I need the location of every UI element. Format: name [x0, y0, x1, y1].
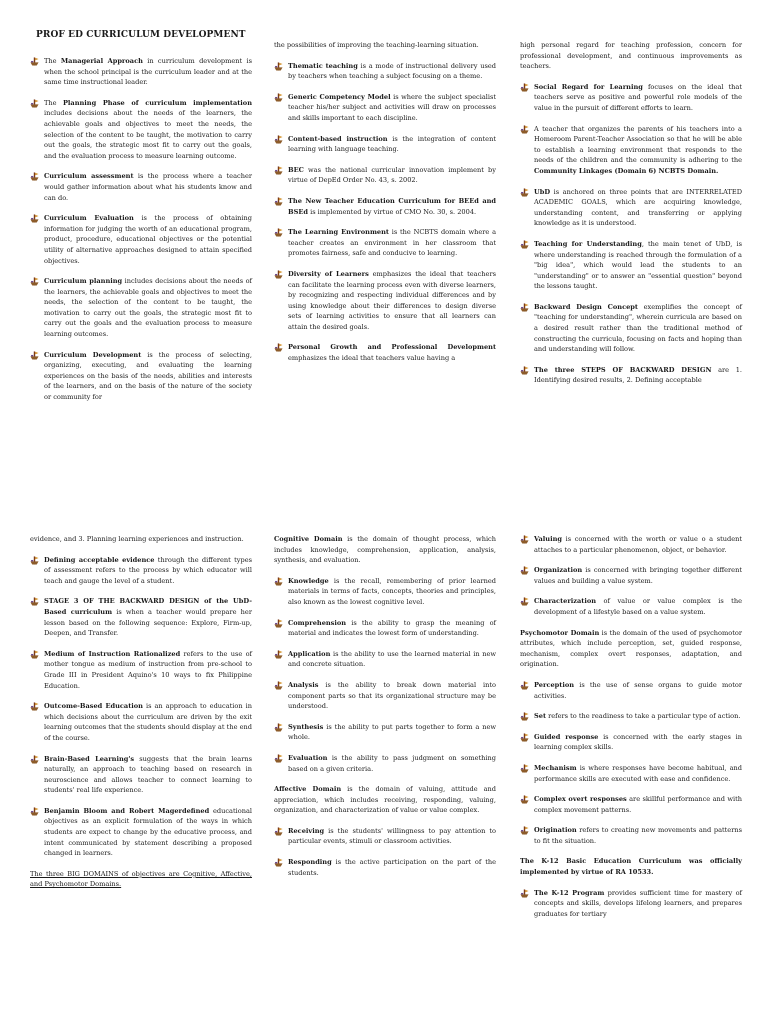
bullet-icon	[520, 733, 529, 742]
list-item	[520, 302, 742, 355]
column-1	[30, 56, 252, 413]
list-item	[274, 227, 496, 259]
term-text: Managerial Approach	[60, 57, 143, 65]
list-item	[30, 56, 252, 88]
bullet-icon	[30, 172, 39, 181]
term-text: The Learning Environment	[288, 228, 389, 237]
body-text: is the domain of valuing, attitude and appreciation, which includes receiving, responding, valuing, organization, and characterization of value or value complex.	[274, 785, 496, 815]
body-text: is anchored on three points that are INTERRELATED ACADEMIC GOALS, which are acquiring knowledge, understanding content, and transferring or applying knowledge as it is understood.	[534, 187, 742, 228]
bullet-icon	[274, 166, 283, 175]
bullet-icon	[30, 597, 39, 606]
body-text: is the use of sense organs to guide motor activities.	[534, 680, 742, 700]
body-text: The three BIG DOMAINS of objectives are Cognitive, Affective, and Psychomotor Domains.	[30, 869, 252, 889]
bullet-icon	[274, 650, 283, 659]
body-text: the possibilities of improving the teaching-learning situation.	[274, 41, 479, 49]
body-text: is the ability to put parts together to form a new whole.	[288, 722, 496, 742]
body-text: emphasizes the ideal that teachers can facilitate the learning process even with diverse learners, by recognizing and respecting individual differences and by using knowledge about their differences to design diverse sets of learning activities to ensure that all learners can attain the desired goals.	[288, 269, 496, 331]
bullet-icon	[30, 702, 39, 711]
term-text: Synthesis	[288, 722, 324, 731]
list-item	[30, 596, 252, 638]
list-item	[520, 596, 742, 617]
body-text: is the domain of thought process, which includes knowledge, comprehension, application, analysis, synthesis, and evaluation.	[274, 535, 497, 565]
term-text: Guided response	[534, 732, 599, 741]
bullet-icon	[274, 754, 283, 763]
term-text: The K-12 Basic Education Curriculum was officially implemented by virtue of RA 10533.	[520, 857, 742, 877]
list-item	[30, 98, 252, 162]
body-text: is the ability to grasp the meaning of material and indicates the lowest form of understanding.	[288, 618, 496, 638]
term-text: Content-based instruction	[288, 134, 388, 143]
list-item	[274, 269, 496, 333]
body-text: focuses on the ideal that teachers serve as positive and powerful role models of the value in the pursuit of different efforts to learn.	[534, 82, 742, 112]
list-item	[274, 342, 496, 363]
term-text: Mechanism	[534, 763, 577, 772]
body-text: is where the subject specialist teacher his/her subject and activities will draw on processes and skills important to each discipline.	[288, 92, 497, 122]
list-item	[30, 701, 252, 743]
bullet-icon	[274, 619, 283, 628]
term-text: Curriculum Development	[44, 350, 142, 359]
term-text: Benjamin Bloom and Robert Magerdefined	[44, 806, 210, 815]
bullet-icon	[274, 93, 283, 102]
page-1	[0, 24, 768, 524]
term-text: Teaching for Understanding	[534, 239, 642, 248]
column-1	[30, 534, 252, 900]
column-2	[274, 40, 496, 374]
list-item	[274, 722, 496, 743]
list-item	[30, 213, 252, 266]
term-text: Knowledge	[288, 576, 329, 585]
bullet-icon	[520, 889, 529, 898]
list-item	[274, 196, 496, 217]
body-text: exemplifies the concept of "teaching for understanding", wherein curricula are based on a desired result rather than the traditional method of constructing the curricula, focusing on facts and hoping than and understanding will follow.	[534, 302, 742, 354]
body-text: is implemented by virtue of CMO No. 30, s. 2004.	[307, 207, 477, 216]
body-text: is the process where a teacher would gather information about what his students know and can do.	[44, 172, 252, 202]
bullet-icon	[30, 351, 39, 360]
term-text: Psychomotor Domain	[520, 628, 600, 637]
body-text: The	[44, 98, 63, 107]
term-text: Set	[534, 712, 547, 721]
body-text: is the ability to use the learned material in new and concrete situation.	[288, 649, 496, 669]
bullet-icon	[274, 577, 283, 586]
body-text: suggests that the brain learns naturally, an approach to teaching based on research in neuroscience and allows teacher to connect learning to students' real life experience.	[44, 754, 252, 795]
bullet-icon	[520, 566, 529, 575]
bullet-icon	[274, 270, 283, 279]
paragraph	[520, 40, 742, 72]
bullet-icon	[274, 228, 283, 237]
term-text: Community Linkages (Domain 6) NCBTS Domain.	[534, 166, 719, 175]
bullet-icon	[274, 62, 283, 71]
term-text: The three STEPS OF BACKWARD DESIGN	[534, 365, 712, 374]
bullet-icon	[520, 240, 529, 249]
bullet-icon	[30, 650, 39, 659]
body-text: is the process of selecting, organizing, executing, and evaluating the learning experiences on the basis of the needs, abilities and interests of the learners, and on the basis of the nature of the society or community for	[44, 350, 252, 402]
term-text: STAGE 3 OF THE BACKWARD DESIGN of the UbD-Based curriculum	[44, 597, 252, 616]
list-item	[30, 350, 252, 403]
body-text: is concerned with the early stages in learning complex skills.	[534, 732, 742, 752]
bullet-icon	[520, 712, 529, 721]
term-text: BEC	[288, 165, 304, 174]
bullet-icon	[274, 723, 283, 732]
paragraph	[30, 534, 252, 545]
bullet-icon	[520, 597, 529, 606]
term-text: Responding	[288, 858, 332, 867]
list-item	[30, 754, 252, 796]
bullet-icon	[520, 366, 529, 375]
column-3	[520, 40, 742, 396]
term-text: Diversity of Learners	[288, 269, 369, 278]
body-text: provides sufficient time for mastery of concepts and skills, develops lifelong learners, and prepares graduates for tertiary	[534, 888, 742, 918]
term-text: Curriculum Evaluation	[44, 214, 134, 223]
term-text: Cognitive Domain	[274, 535, 343, 543]
list-item	[520, 82, 742, 114]
list-item	[274, 618, 496, 639]
body-text: high personal regard for teaching profession, concern for professional development, and continuous improvements as teachers.	[520, 41, 742, 71]
column-2	[274, 534, 496, 888]
list-item	[520, 680, 742, 701]
bullet-icon	[30, 755, 39, 764]
term-text: Social Regard for Learning	[534, 82, 643, 91]
bullet-icon	[274, 343, 283, 352]
term-text: Affective Domain	[274, 785, 342, 794]
body-text: refers to the readiness to take a particular type of action.	[546, 712, 741, 721]
body-text: are skillful performance and with complex movement patterns.	[534, 795, 742, 814]
body-text: is a mode of instructional delivery used by teachers when teaching a subject focusing on a theme.	[288, 61, 496, 81]
body-text: in curriculum development is when the school principal is the curriculum leader and at the same time instructional leader.	[44, 57, 252, 87]
document-title: PROF ED CURRICULUM DEVELOPMENT	[36, 30, 246, 40]
term-text: Outcome-Based Education	[44, 702, 143, 711]
list-item	[520, 239, 742, 292]
list-item	[274, 753, 496, 774]
list-item	[274, 165, 496, 186]
list-item	[274, 92, 496, 124]
paragraph	[274, 40, 496, 51]
list-item	[30, 555, 252, 587]
term-text: Organization	[534, 566, 583, 575]
body-text: refers to creating new movements and patterns to fit the situation.	[534, 826, 742, 845]
body-text: includes decisions about the needs of the learners, the achievable goals and objectives to meet the needs, the selection of the content to be taught, the motivation to carry out the goals, the strategic most fit to carry out the goals and the evaluation process to measure learning outcomes.	[44, 277, 252, 339]
list-item	[520, 794, 742, 815]
list-item	[520, 732, 742, 753]
body-text: evidence, and 3. Planning learning experiences and instruction.	[30, 535, 244, 543]
body-text: is the active participation on the part of the students.	[288, 858, 496, 877]
body-text: is the NCBTS domain where a teacher creates an environment in her classroom that promotes fairness, safe and conducive to learning.	[288, 228, 496, 258]
term-text: Generic Competency Model	[288, 92, 391, 101]
paragraph	[274, 784, 496, 816]
bullet-icon	[274, 135, 283, 144]
bullet-icon	[520, 125, 529, 134]
body-text: is when a teacher would prepare her lesson based on the following sequence: Explore, Firm-up, Deepen, and Transfer.	[44, 607, 252, 638]
list-item	[520, 711, 742, 722]
term-text: Medium of Instruction Rationalized	[44, 649, 181, 658]
list-item	[520, 124, 742, 177]
term-text: UbD	[534, 187, 551, 196]
list-item	[30, 806, 252, 859]
column-3	[520, 534, 742, 929]
list-item	[274, 649, 496, 670]
body-text: is the students' willingness to pay attention to particular events, stimuli or classroom activities.	[288, 826, 496, 846]
body-text: are 1. Identifying desired results, 2. Defining acceptable	[534, 365, 742, 385]
list-item	[30, 649, 252, 691]
list-item	[520, 534, 742, 555]
body-text: is the recall, remembering of prior learned materials in terms of facts, concepts, theories and principles, also known as the lowest cognitive level.	[288, 576, 496, 606]
term-text: Curriculum planning	[44, 277, 123, 286]
body-text: refers to the use of mother tongue as medium of instruction from pre-school to Grade III in President Aquino's 10 ways to fix Philippine Education.	[44, 649, 252, 690]
body-text: was the national curricular innovation implement by virtue of DepEd Order No. 43, s. 2002.	[288, 165, 496, 185]
bullet-icon	[520, 826, 529, 835]
bullet-icon	[520, 83, 529, 92]
body-text: includes decisions about the needs of the learners, the achievable goals and objectives to meet the needs, the selection of the content to be taught, the motivation to carry out the goals, the strategic most fit to carry out the goals, and the evaluation process to measure learning outcome.	[44, 109, 252, 160]
body-text: is the integration of content learning with language teaching.	[288, 134, 496, 154]
term-text: Comprehension	[288, 618, 347, 627]
page-2	[0, 528, 768, 1028]
list-item	[274, 61, 496, 82]
term-text: Evaluation	[288, 753, 328, 762]
bullet-icon	[274, 197, 283, 206]
bullet-icon	[274, 858, 283, 867]
term-text: Analysis	[288, 680, 319, 689]
bullet-icon	[30, 807, 39, 816]
body-text: is where responses have become habitual, and performance skills are executed with ease and confidence.	[534, 763, 742, 783]
term-text: Brain-Based Learning's	[44, 754, 135, 763]
bullet-icon	[520, 303, 529, 312]
list-item	[520, 565, 742, 586]
term-text: Complex overt responses	[534, 795, 627, 804]
paragraph	[30, 869, 252, 890]
list-item	[520, 365, 742, 386]
body-text: of value or value complex is the development of a lifestyle based on a value system.	[534, 597, 742, 616]
term-text: The K-12 Program	[534, 888, 605, 897]
body-text: through the different types of assessment refers to the process by which educator will teach and gauge the level of a student.	[44, 555, 252, 585]
bullet-icon	[520, 681, 529, 690]
term-text: Valuing	[534, 535, 562, 543]
list-item	[30, 276, 252, 340]
bullet-icon	[520, 795, 529, 804]
bullet-icon	[520, 535, 529, 544]
term-text: Defining acceptable evidence	[44, 555, 155, 564]
body-text: is concerned with the worth or value o a student attaches to a particular phenomenon, object, or behavior.	[534, 535, 742, 554]
term-text: Perception	[534, 680, 575, 689]
body-text: , the main tenet of UbD, is where understanding is reached through the formulation of a "big idea", which would lead the students to an "understanding" or to answer an "essential question" beyond the lessons taught.	[534, 239, 742, 291]
body-text: educational objectives as an explicit formulation of the ways in which students are expect to change by the educative process, and intent communicated by statement describing a proposed changed in learners.	[44, 806, 252, 858]
term-text: The New Teacher Education Curriculum for BEEd and BSEd	[288, 196, 496, 216]
term-text: Receiving	[288, 826, 325, 835]
paragraph	[520, 628, 742, 670]
term-text: Curriculum assessment	[44, 172, 134, 181]
bullet-icon	[520, 764, 529, 773]
term-text: Origination	[534, 826, 577, 835]
list-item	[274, 857, 496, 878]
body-text: is the process of obtaining information for judging the worth of an educational program, product, procedure, educational objectives or the potential utility of alternative approaches designed to attain specified objectives.	[44, 214, 252, 265]
list-item	[274, 680, 496, 712]
bullet-icon	[274, 827, 283, 836]
list-item	[520, 763, 742, 784]
body-text: A teacher that organizes the parents of his teachers into a Homeroom Parent-Teacher Association so that he will be able to establish a learning environment that responds to the needs of the children and the community is adhering to the	[534, 124, 742, 165]
body-text: is the ability to pass judgment on something based on a given criteria.	[288, 753, 496, 773]
body-text: The	[44, 57, 61, 65]
term-text: Backward Design Concept	[534, 302, 638, 311]
term-text: Thematic teaching	[288, 61, 358, 70]
term-text: Personal Growth and Professional Development	[288, 343, 496, 352]
bullet-icon	[520, 188, 529, 197]
list-item	[520, 187, 742, 229]
list-item	[520, 825, 742, 846]
term-text: Planning Phase of curriculum implementation	[62, 98, 252, 107]
paragraph	[520, 856, 742, 877]
list-item	[274, 826, 496, 847]
list-item	[30, 171, 252, 203]
bullet-icon	[30, 277, 39, 286]
body-text: is an approach to education in which decisions about the curriculum are driven by the exit learning outcomes that the students should display at the end of the course.	[44, 702, 252, 742]
term-text: Application	[288, 649, 331, 658]
list-item	[274, 576, 496, 608]
bullet-icon	[30, 556, 39, 565]
bullet-icon	[274, 681, 283, 690]
body-text: is the domain of the used of psychomotor attributes, which include perception, set, guided response, mechanism, complex overt responses, adaptation, and origination.	[520, 628, 742, 669]
term-text: Characterization	[534, 597, 597, 606]
list-item	[274, 134, 496, 155]
paragraph	[274, 534, 496, 566]
body-text: is the ability to break down material into component parts so that its organizational structure may be understood.	[288, 680, 496, 711]
bullet-icon	[30, 99, 39, 108]
bullet-icon	[30, 57, 39, 66]
list-item	[520, 888, 742, 920]
bullet-icon	[30, 214, 39, 223]
body-text: emphasizes the ideal that teachers value having a	[288, 354, 456, 363]
body-text: is concerned with bringing together different values and building a value system.	[534, 566, 742, 585]
